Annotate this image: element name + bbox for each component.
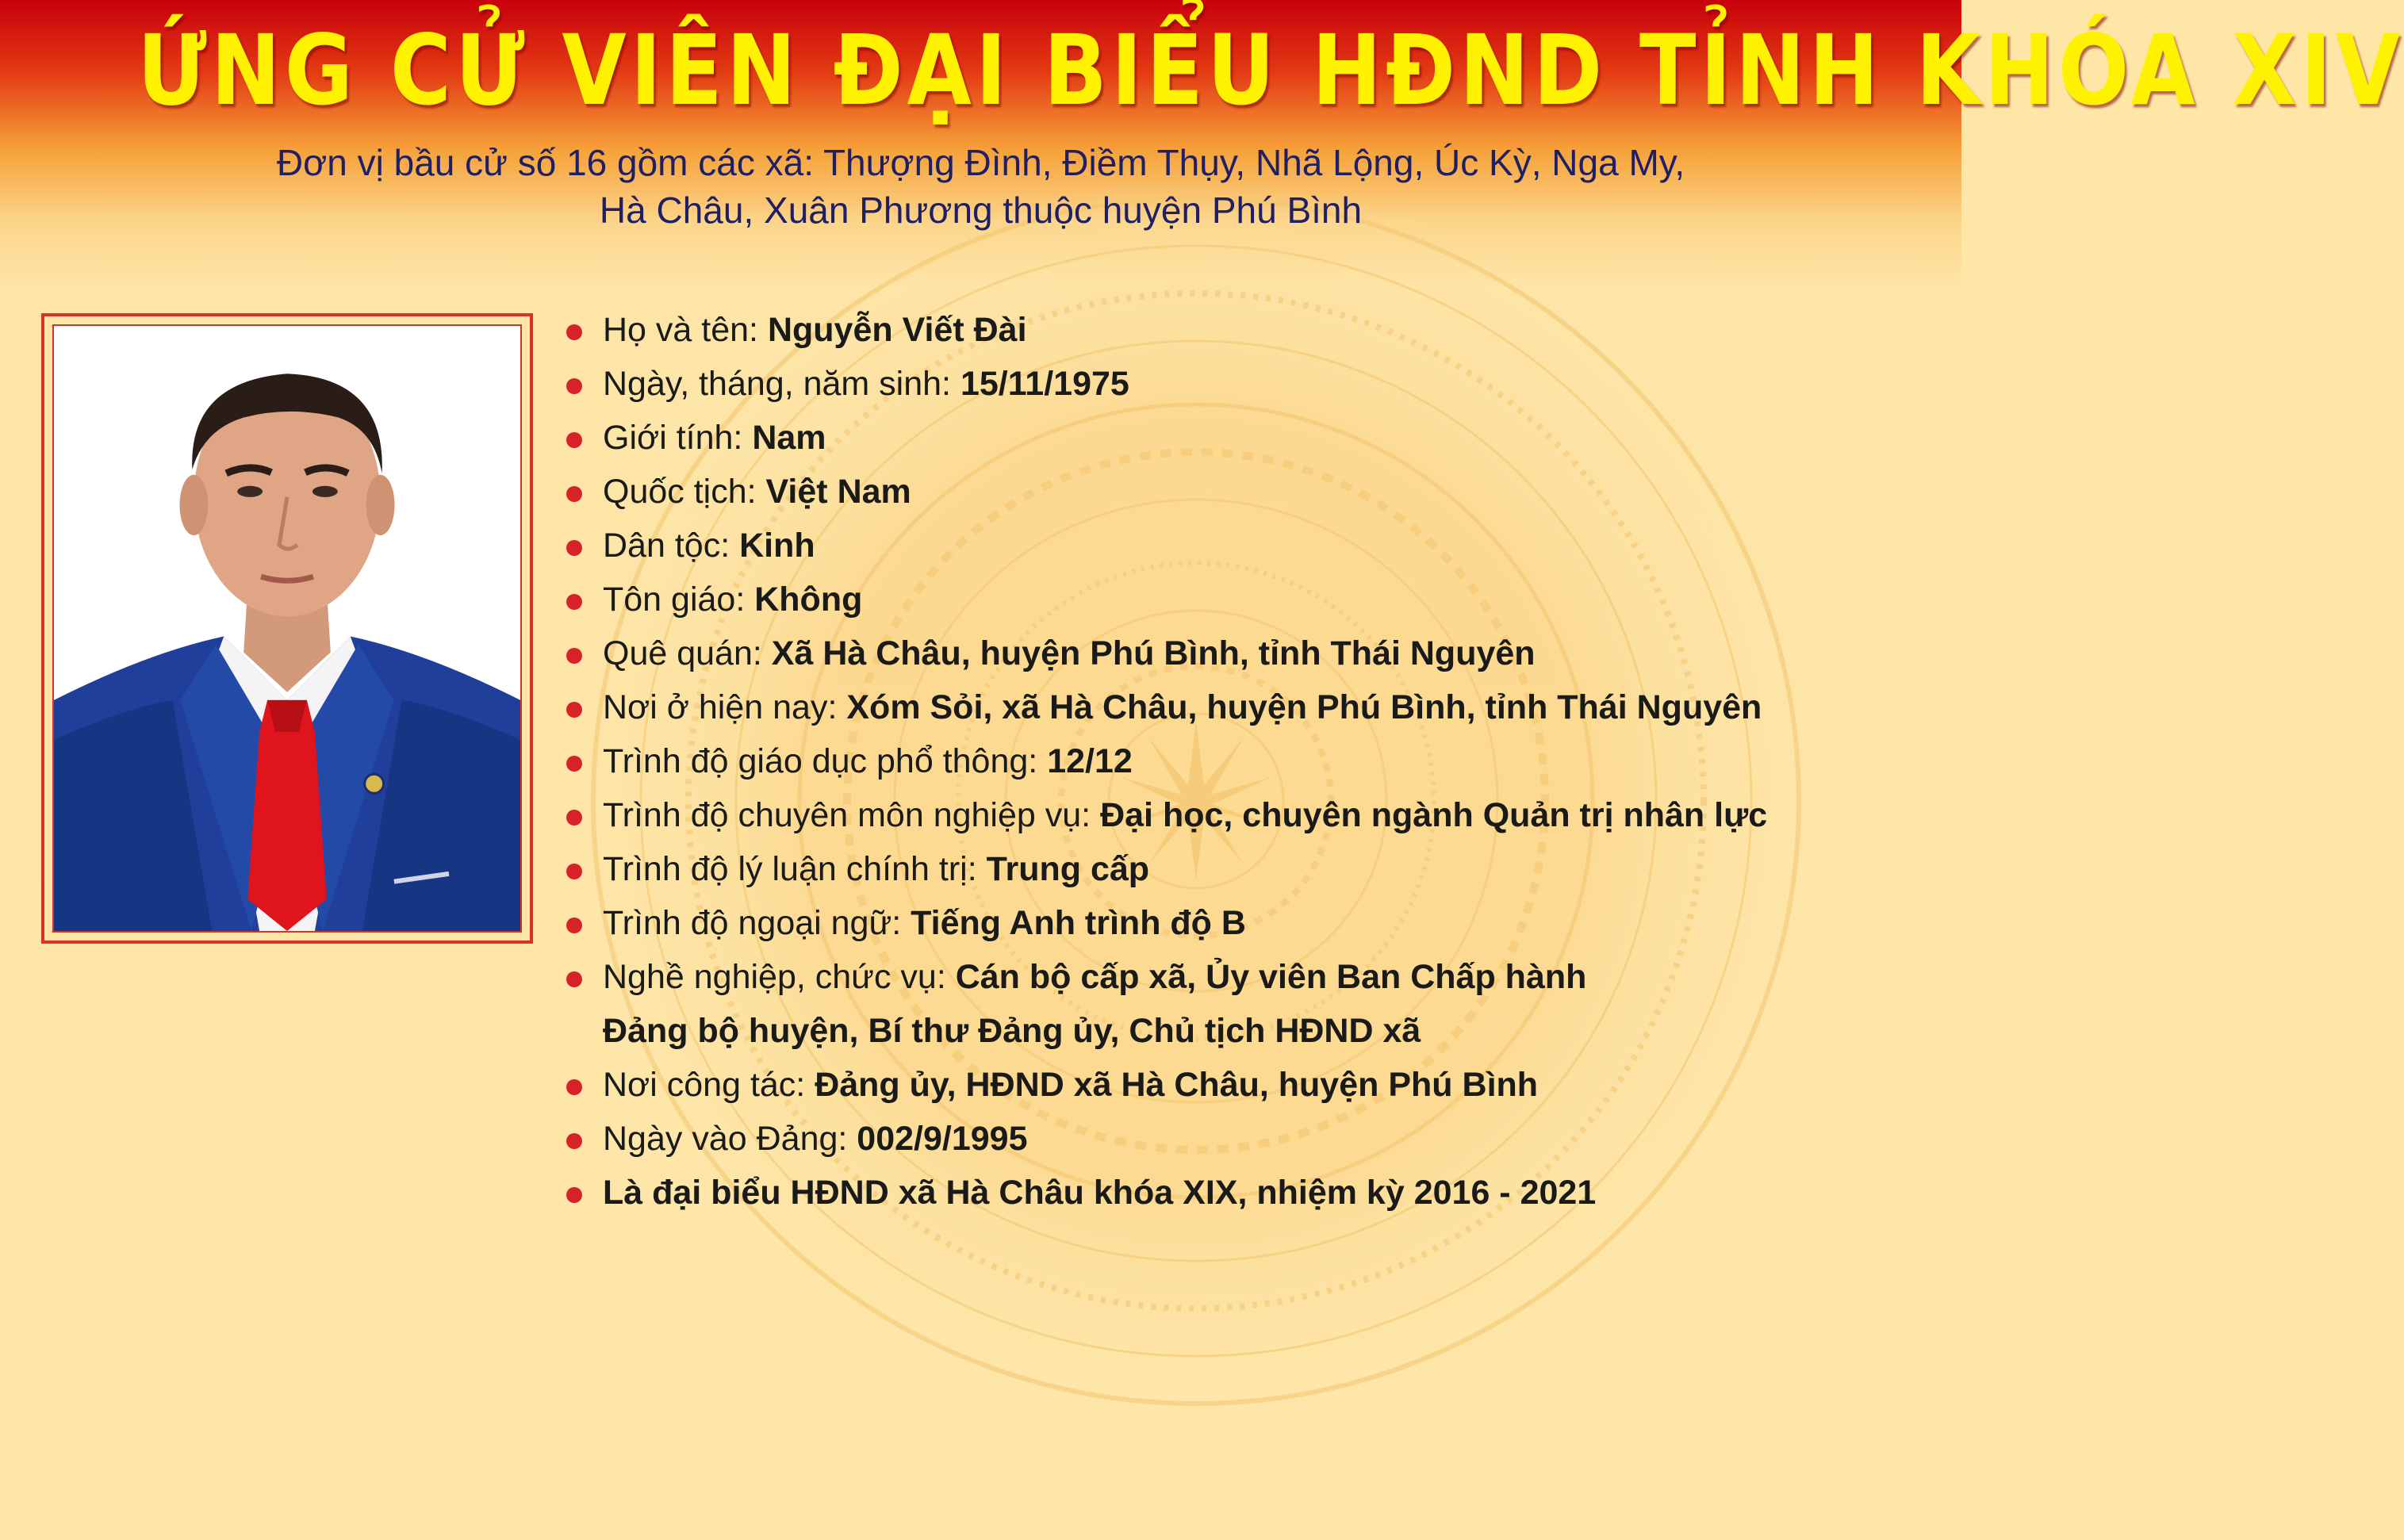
bullet-icon [566, 1187, 582, 1203]
info-occupation-position-continuation: Đảng bộ huyện, Bí thư Đảng ủy, Chủ tịch HĐND xã [603, 1012, 1421, 1050]
info-nationality: Quốc tịch: Việt Nam [563, 465, 1943, 519]
info-foreign-language: Trình độ ngoại ngữ: Tiếng Anh trình độ B [563, 896, 1943, 950]
info-current-delegate-term: Là đại biểu HĐND xã Hà Châu khóa XIX, nhiệm kỳ 2016 - 2021 [563, 1166, 1943, 1220]
portrait-illustration [54, 326, 520, 931]
subtitle-line-1: Đơn vị bầu cử số 16 gồm các xã: Thượng Đình, Điềm Thụy, Nhã Lộng, Úc Kỳ, Nga My, [276, 142, 1685, 183]
bullet-icon [566, 864, 582, 879]
info-ethnicity: Dân tộc: Kinh [563, 519, 1943, 573]
info-current-residence: Nơi ở hiện nay: Xóm Sỏi, xã Hà Châu, huyện Phú Bình, tỉnh Thái Nguyên [563, 680, 1943, 734]
bullet-icon [566, 594, 582, 610]
bullet-icon [566, 971, 582, 987]
candidate-info-list [563, 303, 1943, 1220]
subtitle-line-2: Hà Châu, Xuân Phương thuộc huyện Phú Bình [599, 190, 1363, 231]
info-professional-qualification: Trình độ chuyên môn nghiệp vụ: Đại học, chuyên ngành Quản trị nhân lực [563, 788, 1943, 842]
bullet-icon [566, 810, 582, 826]
info-occupation-position: Nghề nghiệp, chức vụ: Cán bộ cấp xã, Ủy viên Ban Chấp hành [563, 950, 1943, 1004]
info-religion: Tôn giáo: Không [563, 573, 1943, 626]
poster-title: ỨNG CỬ VIÊN ĐẠI BIỂU HĐND TỈNH KHÓA XIV [137, 14, 2404, 127]
info-party-admission-date: Ngày vào Đảng: 002/9/1995 [563, 1112, 1943, 1166]
candidate-photo-frame [41, 313, 533, 944]
info-full-name: Họ và tên: Nguyễn Viết Đài [563, 303, 1943, 357]
info-hometown: Quê quán: Xã Hà Châu, huyện Phú Bình, tỉnh Thái Nguyên [563, 626, 1943, 680]
bullet-icon [566, 1133, 582, 1149]
info-date-of-birth: Ngày, tháng, năm sinh: 15/11/1975 [563, 357, 1943, 411]
bullet-icon [566, 917, 582, 933]
info-political-theory: Trình độ lý luận chính trị: Trung cấp [563, 842, 1943, 896]
bullet-icon [566, 1079, 582, 1095]
bullet-icon [566, 324, 582, 340]
bullet-icon [566, 540, 582, 556]
info-gender: Giới tính: Nam [563, 411, 1943, 465]
bullet-icon [566, 378, 582, 394]
info-workplace: Nơi công tác: Đảng ủy, HĐND xã Hà Châu, huyện Phú Bình [563, 1058, 1943, 1112]
bullet-icon [566, 432, 582, 448]
bullet-icon [566, 756, 582, 772]
bullet-icon [566, 702, 582, 718]
bullet-icon [566, 486, 582, 502]
bullet-icon [566, 648, 582, 664]
candidate-photo [52, 324, 522, 933]
info-general-education: Trình độ giáo dục phổ thông: 12/12 [563, 734, 1943, 788]
